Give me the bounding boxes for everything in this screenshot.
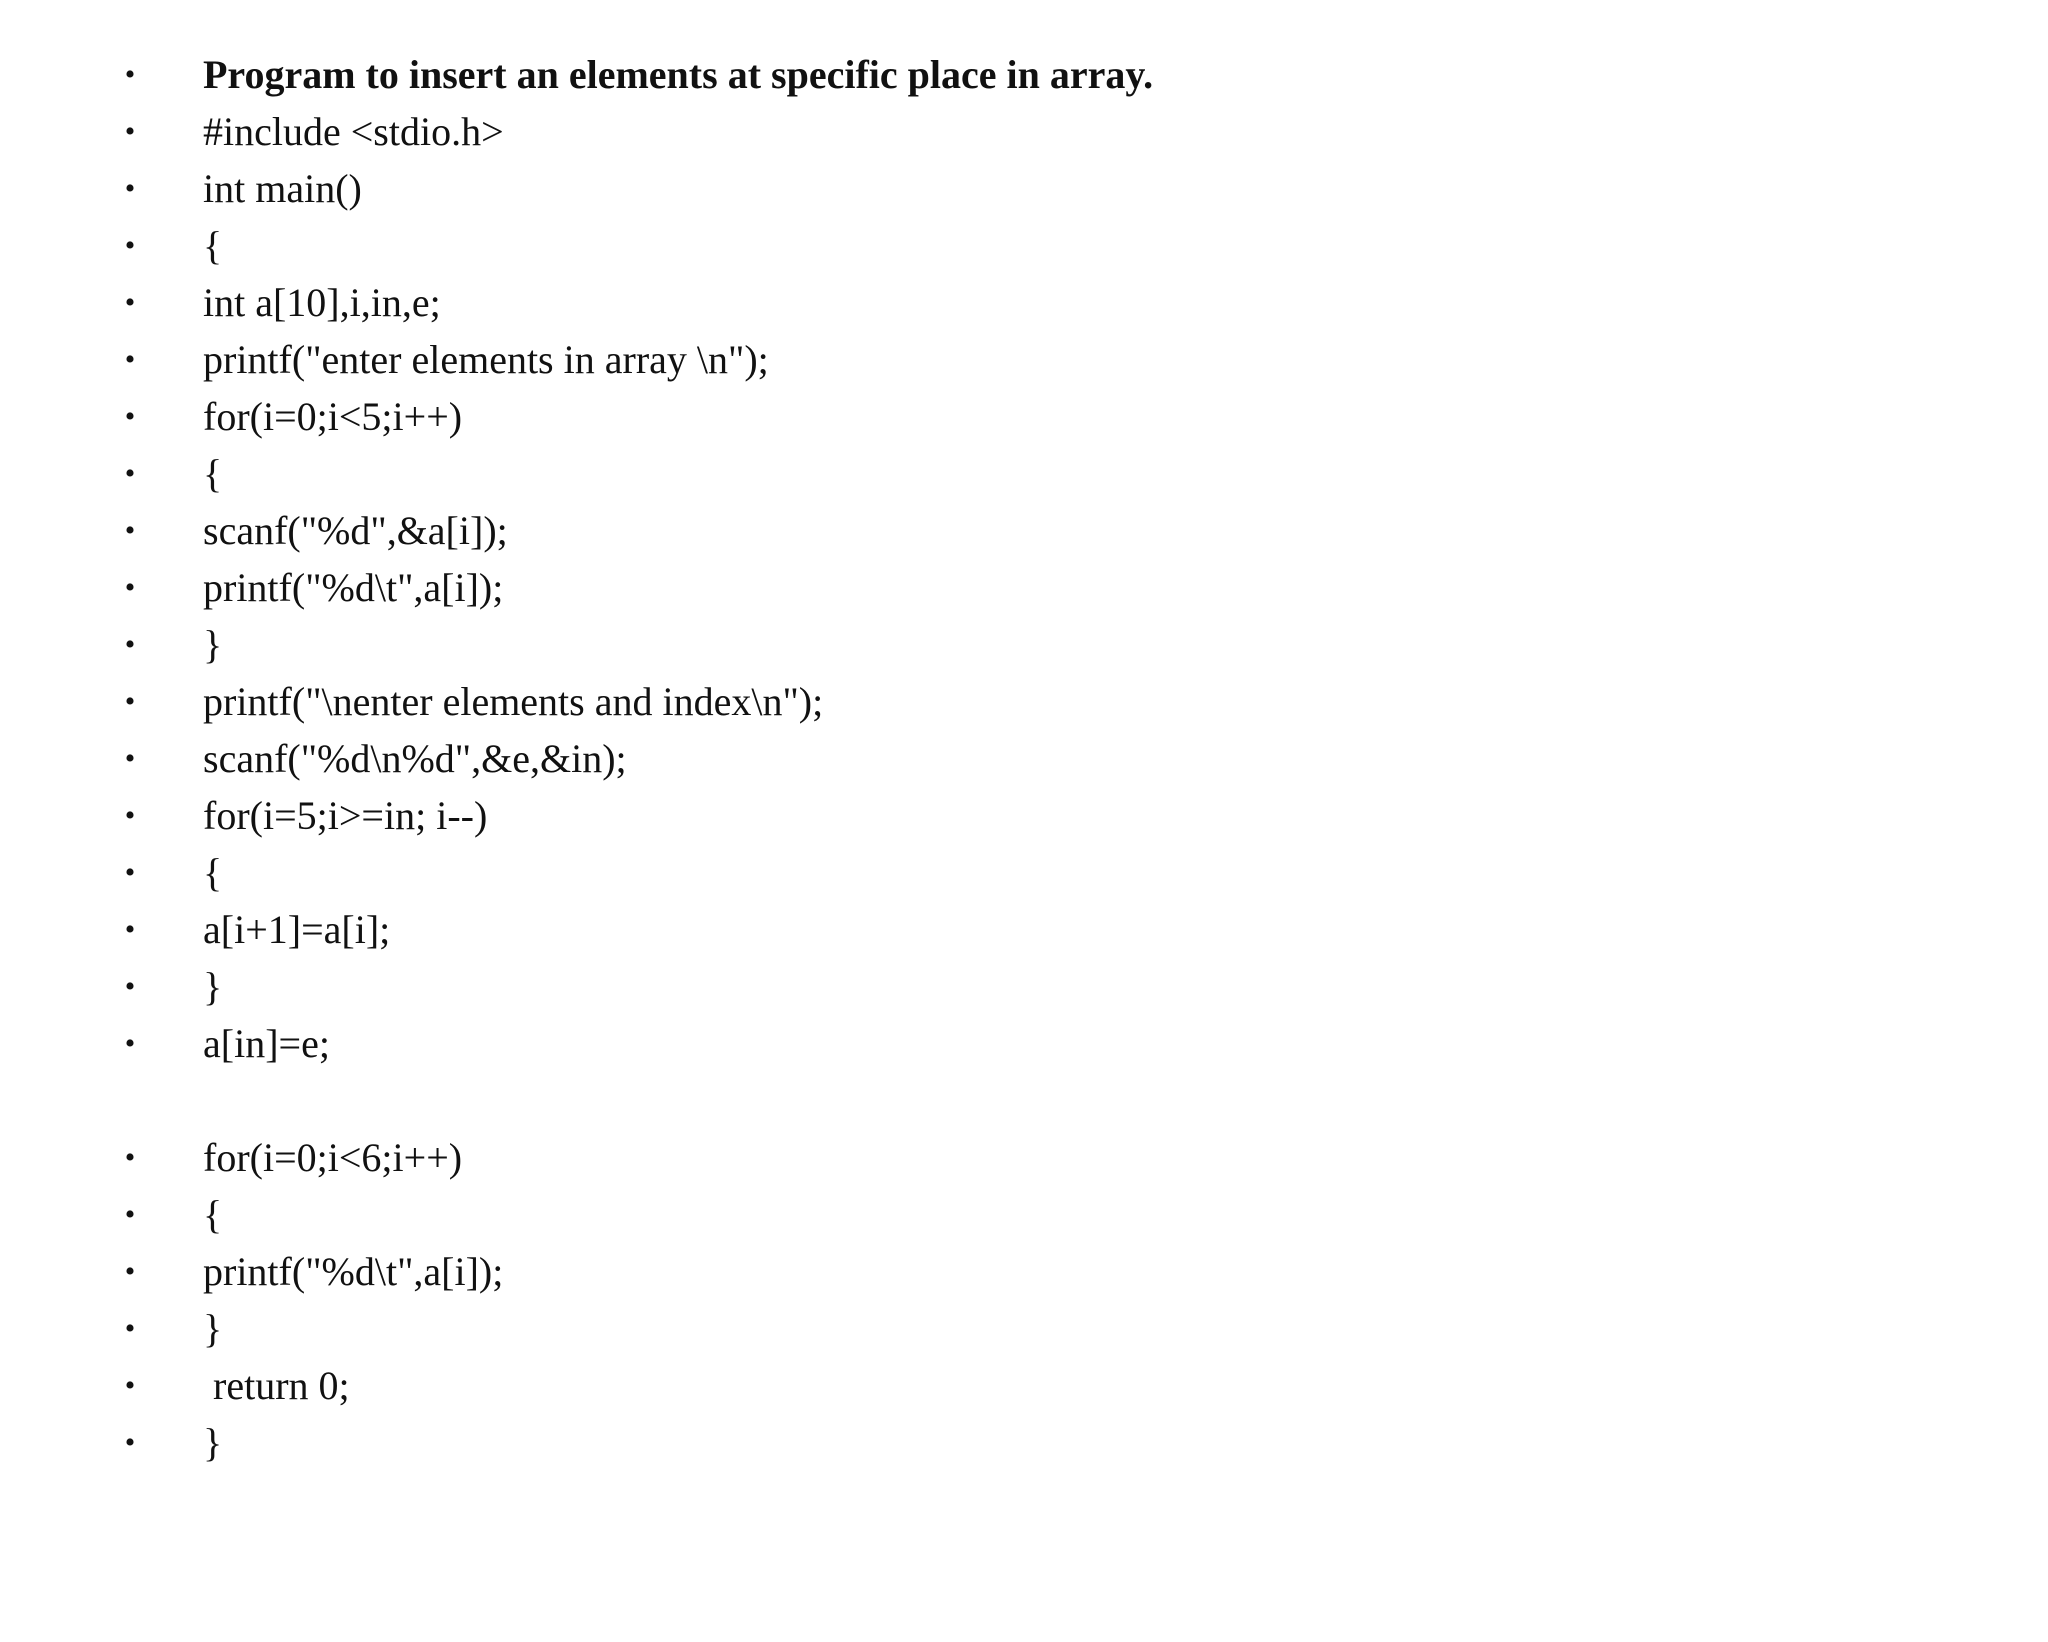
code-line-text: printf("%d\t",a[i]); <box>203 1249 504 1294</box>
code-line-text: } <box>203 1306 223 1351</box>
code-line-text: scanf("%d",&a[i]); <box>203 508 508 553</box>
bullet-dot: • <box>124 400 136 433</box>
bullet-dot: • <box>124 172 136 205</box>
bullet-dot: • <box>124 457 136 490</box>
code-line <box>0 331 2048 388</box>
bullet-item-title <box>0 46 2048 103</box>
bullet-dot: • <box>124 1198 136 1231</box>
code-line-text: printf("%d\t",a[i]); <box>203 565 504 610</box>
bullet-dot: • <box>124 742 136 775</box>
code-line-text: for(i=0;i<6;i++) <box>203 1135 463 1180</box>
bullet-dot: • <box>124 1369 136 1402</box>
bullet-dot: • <box>124 1027 136 1060</box>
code-line <box>0 160 2048 217</box>
bullet-dot: • <box>124 229 136 262</box>
code-line <box>0 1414 2048 1471</box>
code-line-text: { <box>203 850 223 895</box>
code-line-text: for(i=5;i>=in; i--) <box>203 793 488 838</box>
bullet-dot: • <box>124 1426 136 1459</box>
slide-title: Program to insert an elements at specific place in array. <box>203 52 1154 97</box>
code-line <box>0 217 2048 274</box>
code-line-text: { <box>203 223 223 268</box>
code-line-text: { <box>203 451 223 496</box>
code-line-text: #include <stdio.h> <box>203 109 504 154</box>
code-line-text: return 0; <box>203 1363 350 1408</box>
code-line <box>0 901 2048 958</box>
code-line <box>0 274 2048 331</box>
code-line <box>0 844 2048 901</box>
code-line <box>0 1129 2048 1186</box>
code-line-text: a[i+1]=a[i]; <box>203 907 391 952</box>
code-line <box>0 787 2048 844</box>
bullet-dot: • <box>124 1312 136 1345</box>
code-line <box>0 445 2048 502</box>
bullet-dot: • <box>124 514 136 547</box>
bullet-dot: • <box>124 799 136 832</box>
code-bullet-list <box>0 46 2048 1471</box>
code-line <box>0 958 2048 1015</box>
code-line-text: int a[10],i,in,e; <box>203 280 441 325</box>
code-line-text: } <box>203 964 223 1009</box>
bullet-dot: • <box>124 970 136 1003</box>
code-line <box>0 1300 2048 1357</box>
code-line <box>0 559 2048 616</box>
code-line <box>0 673 2048 730</box>
bullet-dot: • <box>124 115 136 148</box>
code-line <box>0 1243 2048 1300</box>
code-line <box>0 388 2048 445</box>
code-line <box>0 1015 2048 1072</box>
bullet-dot: • <box>124 628 136 661</box>
code-line <box>0 730 2048 787</box>
code-line-text: scanf("%d\n%d",&e,&in); <box>203 736 627 781</box>
bullet-dot: • <box>124 571 136 604</box>
code-line <box>0 1357 2048 1414</box>
bullet-dot: • <box>124 685 136 718</box>
bullet-dot: • <box>124 58 136 91</box>
code-line <box>0 502 2048 559</box>
code-line-text: printf("enter elements in array \n"); <box>203 337 769 382</box>
code-line-text: int main() <box>203 166 362 211</box>
bullet-dot: • <box>124 343 136 376</box>
code-line-text: for(i=0;i<5;i++) <box>203 394 463 439</box>
code-line-text: } <box>203 622 223 667</box>
code-line <box>0 1186 2048 1243</box>
code-line-text: printf("\nenter elements and index\n"); <box>203 679 824 724</box>
bullet-dot: • <box>124 856 136 889</box>
code-line-text: } <box>203 1420 223 1465</box>
code-line <box>0 103 2048 160</box>
code-line <box>0 616 2048 673</box>
bullet-dot: • <box>124 1255 136 1288</box>
code-line-text: a[in]=e; <box>203 1021 330 1066</box>
bullet-dot: • <box>124 286 136 319</box>
bullet-dot: • <box>124 1141 136 1174</box>
bullet-dot: • <box>124 913 136 946</box>
code-line-text: { <box>203 1192 223 1237</box>
